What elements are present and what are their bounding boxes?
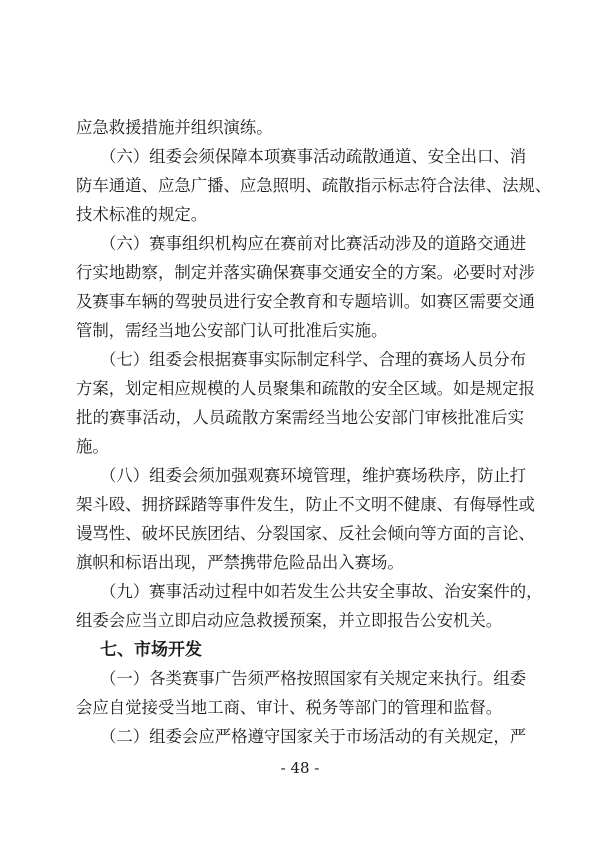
text-line: 谩骂性、破坏民族团结、分裂国家、反社会倾向等方面的言论、 [76, 524, 535, 543]
text-line: 组委会应当立即启动应急救援预案，并立即报告公安机关。 [76, 611, 503, 630]
text-line: 及赛事车辆的驾驶员进行安全教育和专题培训。如赛区需要交通 [76, 292, 535, 311]
text-line: （一）各类赛事广告须严格按照国家有关规定来执行。组委 [100, 669, 527, 688]
text-line: （七）组委会根据赛事实际制定科学、合理的赛场人员分布 [100, 350, 527, 369]
section-heading: 七、市场开发 [100, 640, 202, 660]
text-line: 架斗殴、拥挤踩踏等事件发生，防止不文明不健康、有侮辱性或 [76, 495, 535, 514]
page-number: - 48 - [280, 759, 320, 777]
text-line: 应急救援措施并组织演练。 [76, 118, 273, 137]
text-line: 管制，需经当地公安部门认可批准后实施。 [76, 321, 388, 340]
text-line: 防车通道、应急广播、应急照明、疏散指示标志符合法律、法规、 [76, 176, 552, 195]
text-line: （九）赛事活动过程中如若发生公共安全事故、治安案件的， [100, 582, 543, 601]
text-line: 旗帜和标语出现，严禁携带危险品出入赛场。 [76, 553, 404, 572]
text-line: （八）组委会须加强观赛环境管理，维护赛场秩序，防止打 [100, 466, 527, 485]
text-line: 技术标准的规定。 [76, 205, 208, 224]
text-line: 批的赛事活动，人员疏散方案需经当地公安部门审核批准后实 [76, 408, 524, 427]
text-line: （六）组委会须保障本项赛事活动疏散通道、安全出口、消 [100, 147, 527, 166]
text-line: 行实地勘察，制定并落实确保赛事交通安全的方案。必要时对涉 [76, 263, 535, 282]
text-line: （二）组委会应严格遵守国家关于市场活动的有关规定，严 [100, 727, 527, 746]
text-line: 会应自觉接受当地工商、审计、税务等部门的管理和监督。 [76, 698, 503, 717]
text-line: 施。 [76, 437, 109, 456]
text-line: （六）赛事组织机构应在赛前对比赛活动涉及的道路交通进 [100, 234, 527, 253]
text-line: 方案，划定相应规模的人员聚集和疏散的安全区域。如是规定报 [76, 379, 535, 398]
